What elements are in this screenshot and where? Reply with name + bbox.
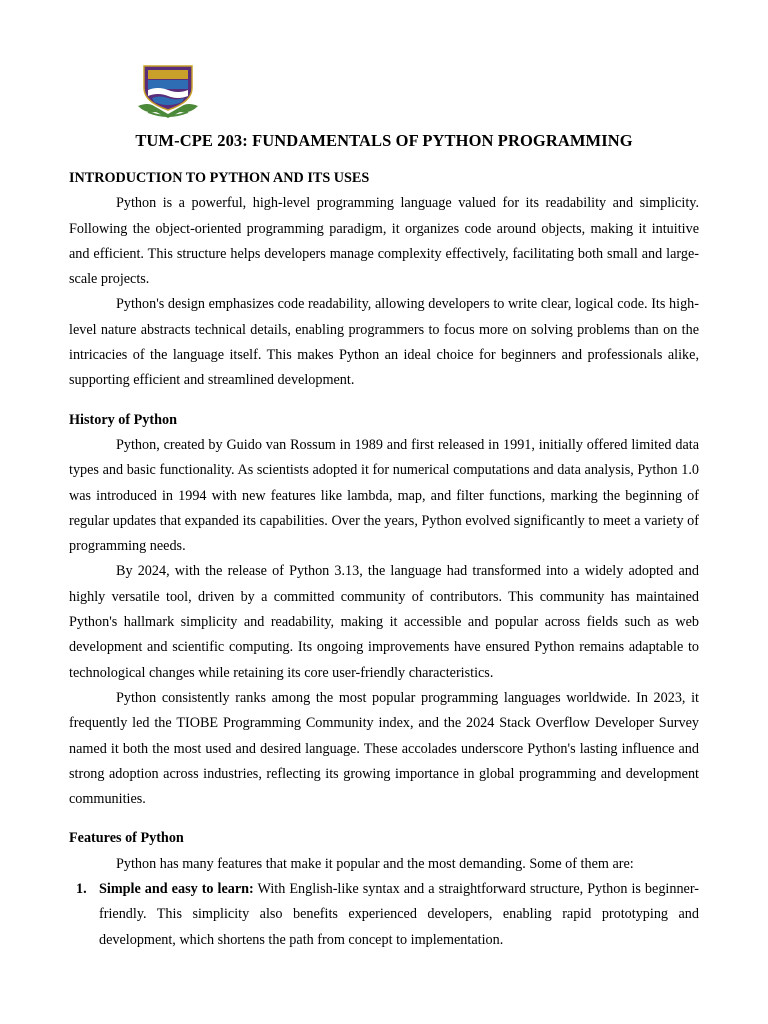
paragraph: Python consistently ranks among the most popular programming languages worldwide. In 2023, it frequently led the TIOBE Programming Community index, and the 2024 Stack Overflow Developer Survey named it both the most used and desired language. These accolades underscore Python's lasting influence and strong adoption across industries, reflecting its growing importance in global programming and development communities. xyxy=(69,689,699,808)
section-heading-features: Features of Python xyxy=(69,830,184,847)
list-number: 1. xyxy=(76,881,87,898)
paragraph: Python has many features that make it popular and the most demanding. Some of them are: xyxy=(116,855,634,872)
section-heading-history: History of Python xyxy=(69,411,177,428)
paragraph: Python's design emphasizes code readability, allowing developers to write clear, logical code. Its high-level nature abstracts technical details, enabling programmers to focus more on solving problems than on the intricacies of the language itself. This makes Python an ideal choice for beginners and professionals alike, supporting efficient and streamlined development. xyxy=(69,296,699,389)
section-heading-introduction: INTRODUCTION TO PYTHON AND ITS USES xyxy=(69,170,370,186)
university-crest-icon xyxy=(134,62,202,120)
paragraph: Python is a powerful, high-level programming language valued for its readability and simplicity. Following the object-oriented programming paradigm, it organizes code around objects, making it intuitive and efficient. This structure helps developers manage complexity effectively, facilitating both small and large-scale projects. xyxy=(69,195,699,288)
paragraph: By 2024, with the release of Python 3.13, the language had transformed into a widely adopted and highly versatile tool, driven by a committed community of contributors. This community has maintained Python's hallmark simplicity and readability, making it accessible and popular across fields such as web development and scientific computing. Its ongoing improvements have ensured Python remains adaptable to technological changes while retaining its core user-friendly characteristics. xyxy=(69,563,699,681)
list-term: Simple and easy to learn: xyxy=(99,881,254,898)
list-text: With English-like syntax and a straightforward structure, Python is beginner-friendly. This simplicity also benefits experienced developers, enabling rapid prototyping and development, which shortens the path from concept to implementation. xyxy=(99,881,699,948)
spacer xyxy=(69,394,699,408)
document-body xyxy=(69,166,699,953)
spacer xyxy=(69,812,699,826)
list-item xyxy=(69,877,699,953)
paragraph: Python, created by Guido van Rossum in 1989 and first released in 1991, initially offered limited data types and basic functionality. As scientists adopted it for numerical computations and data analysis, Python 1.0 was introduced in 1994 with new features like lambda, map, and filter functions, marking the beginning of regular updates that expanded its capabilities. Over the years, Python evolved significantly to meet a variety of programming needs. xyxy=(69,436,699,555)
document-title: TUM-CPE 203: FUNDAMENTALS OF PYTHON PROGRAMMING xyxy=(135,131,633,150)
features-list xyxy=(69,877,699,953)
